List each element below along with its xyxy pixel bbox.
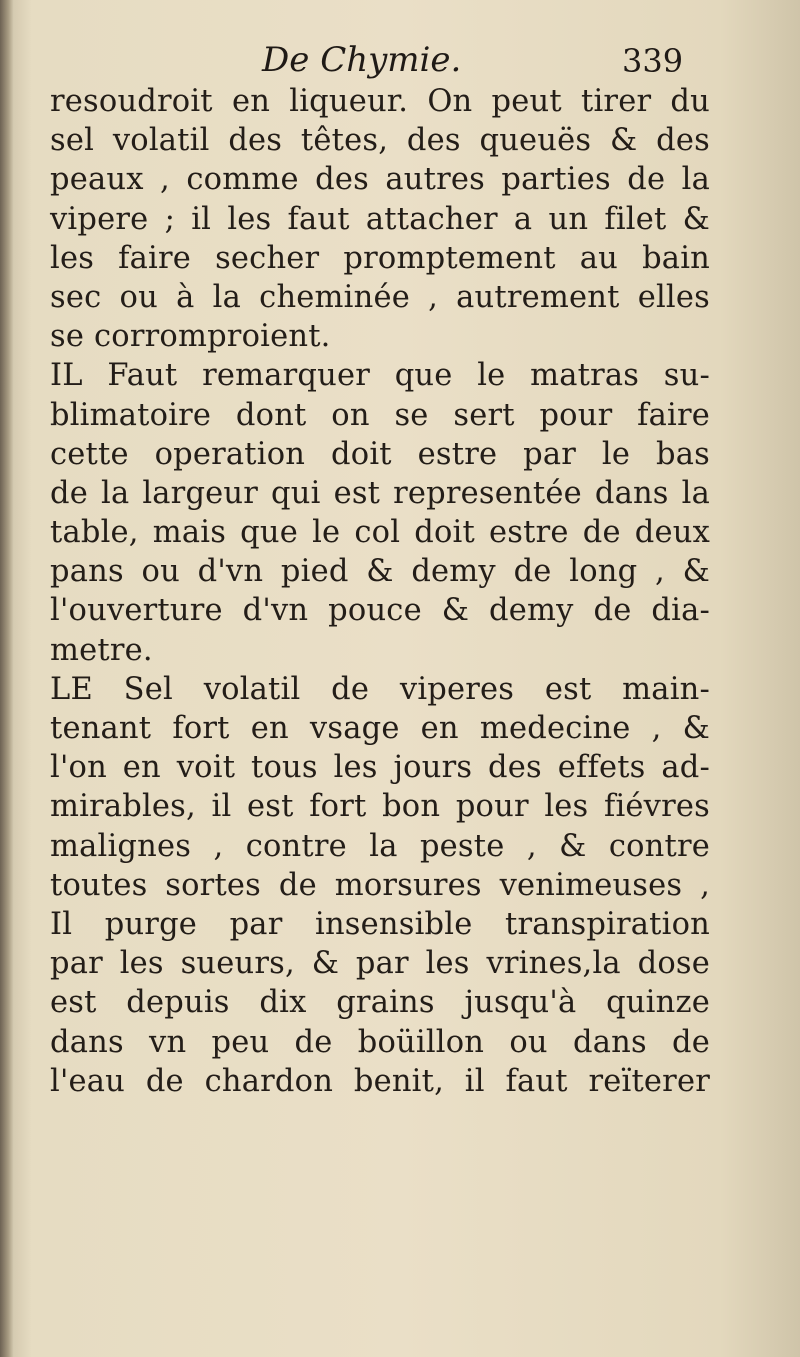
text-line: table, mais que le col doit estre de deux: [50, 515, 710, 551]
text-line: les faire secher promptement au bain: [50, 240, 710, 276]
text-line: tenant fort en vsage en medecine , &: [50, 711, 710, 746]
text-line: malignes , contre la peste , & contre: [50, 828, 710, 864]
text-line: peaux , comme des autres parties de la: [50, 162, 710, 198]
text-line: de la largeur qui est representée dans la: [50, 475, 710, 511]
text-line: vipere ; il les faut attacher a un filet &: [50, 201, 710, 237]
text-line: sel volatil des têtes, des queuës & des: [50, 123, 710, 159]
text-line: metre.: [50, 632, 153, 668]
text-line: toutes sortes de morsures venimeuses ,: [50, 867, 710, 903]
page-number: 339: [622, 42, 684, 80]
text-line: l'on en voit tous les jours des effets ad-: [50, 750, 710, 786]
text-line: cette operation doit estre par le bas: [50, 436, 710, 472]
text-line: dans vn peu de boüillon ou dans de: [50, 1024, 710, 1060]
text-line: l'ouverture d'vn pouce & demy de dia-: [50, 593, 710, 629]
text-line: par les sueurs, & par les vrines,la dose: [50, 946, 710, 982]
text-line: blimatoire dont on se sert pour faire: [50, 397, 710, 433]
text-line: pans ou d'vn pied & demy de long , &: [50, 554, 710, 590]
text-line: se corromproient.: [50, 319, 331, 355]
text-line: mirables, il est fort bon pour les fiévres: [50, 789, 710, 825]
text-line: Il purge par insensible transpiration: [50, 906, 710, 942]
text-line: resoudroit en liqueur. On peut tirer du: [50, 84, 710, 119]
body-text: [50, 82, 710, 1101]
text-line: sec ou à la cheminée , autrement elles: [50, 279, 710, 315]
text-line: est depuis dix grains jusqu'à quinze: [50, 985, 710, 1021]
text-line: l'eau de chardon benit, il faut reïterer: [50, 1063, 710, 1099]
book-spine-shadow: [0, 0, 14, 1357]
text-line: LE Sel volatil de viperes est main-: [50, 671, 710, 707]
running-head: De Chymie.: [262, 40, 462, 80]
text-line: IL Faut remarquer que le matras su-: [50, 358, 710, 394]
page-header: [52, 36, 712, 86]
